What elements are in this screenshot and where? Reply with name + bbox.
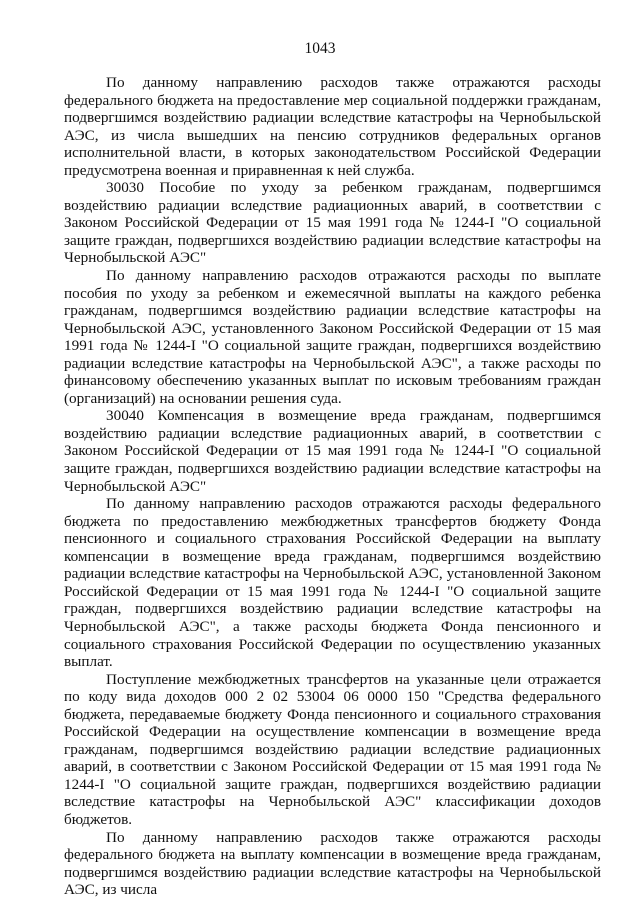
paragraph-intergovernmental-transfers: Поступление межбюджетных трансфертов на указанные цели отражается по коду вида доходов 000 2 02 53004 06 0000 150 "Средства федерального бюджета, передаваемые бюджету Фонда пенсионного и социального страхования Российской Федерации на осуществление компенсации в возмещение вреда гражданам, подвергшимся воздействию радиации вследствие радиационных аварий, в соответствии с Законом Российской Федерации от 15 мая 1991 года № 1244-I "О социальной защите граждан, подвергшихся воздействию радиации вследствие катастрофы на Чернобыльской АЭС" классификации доходов бюджетов. [64, 670, 601, 828]
paragraph-code-30040-heading: 30040 Компенсация в возмещение вреда гражданам, подвергшимся воздействию радиации вследствие радиационных аварий, в соответствии с Законом Российской Федерации от 15 мая 1991 года № 1244-I "О социальной защите граждан, подвергшихся воздействию радиации вследствие катастрофы на Чернобыльской АЭС" [64, 407, 601, 495]
document-body [64, 74, 601, 899]
page-number: 1043 [304, 40, 336, 57]
paragraph-code-30030-heading: 30030 Пособие по уходу за ребенком гражданам, подвергшимся воздействию радиации вследствие радиационных аварий, в соответствии с Законом Российской Федерации от 15 мая 1991 года № 1244-I "О социальной защите граждан, подвергшихся воздействию радиации вследствие катастрофы на Чернобыльской АЭС" [64, 179, 601, 267]
paragraph-code-30030-description: По данному направлению расходов отражаются расходы по выплате пособия по уходу за ребенком и ежемесячной выплаты на каждого ребенка гражданам, подвергшимся воздействию радиации вследствие катастрофы на Чернобыльской АЭС, установленного Законом Российской Федерации от 15 мая 1991 года № 1244-I "О социальной защите граждан, подвергшихся воздействию радиации вследствие катастрофы на Чернобыльской АЭС", а также расходы по финансовому обеспечению указанных выплат по исковым требованиям граждан (организаций) на основании решения суда. [64, 267, 601, 407]
paragraph-social-support-retirees: По данному направлению расходов также отражаются расходы федерального бюджета на предоставление мер социальной поддержки гражданам, подвергшимся воздействию радиации вследствие катастрофы на Чернобыльской АЭС, из числа вышедших на пенсию сотрудников федеральных органов исполнительной власти, в которых законодательством Российской Федерации предусмотрена военная и приравненная к ней служба. [64, 74, 601, 179]
paragraph-compensation-continued: По данному направлению расходов также отражаются расходы федерального бюджета на выплату компенсации в возмещение вреда гражданам, подвергшимся воздействию радиации вследствие катастрофы на Чернобыльской АЭС, из числа [64, 828, 601, 899]
paragraph-code-30040-description: По данному направлению расходов отражаются расходы федерального бюджета по предоставлению межбюджетных трансфертов бюджету Фонда пенсионного и социального страхования Российской Федерации на выплату компенсации в возмещение вреда гражданам, подвергшимся воздействию радиации вследствие катастрофы на Чернобыльской АЭС, установленной Законом Российской Федерации от 15 мая 1991 года № 1244-I "О социальной защите граждан, подвергшихся воздействию радиации вследствие катастрофы на Чернобыльской АЭС", а также расходы бюджета Фонда пенсионного и социального страхования Российской Федерации по осуществлению указанных выплат. [64, 495, 601, 671]
